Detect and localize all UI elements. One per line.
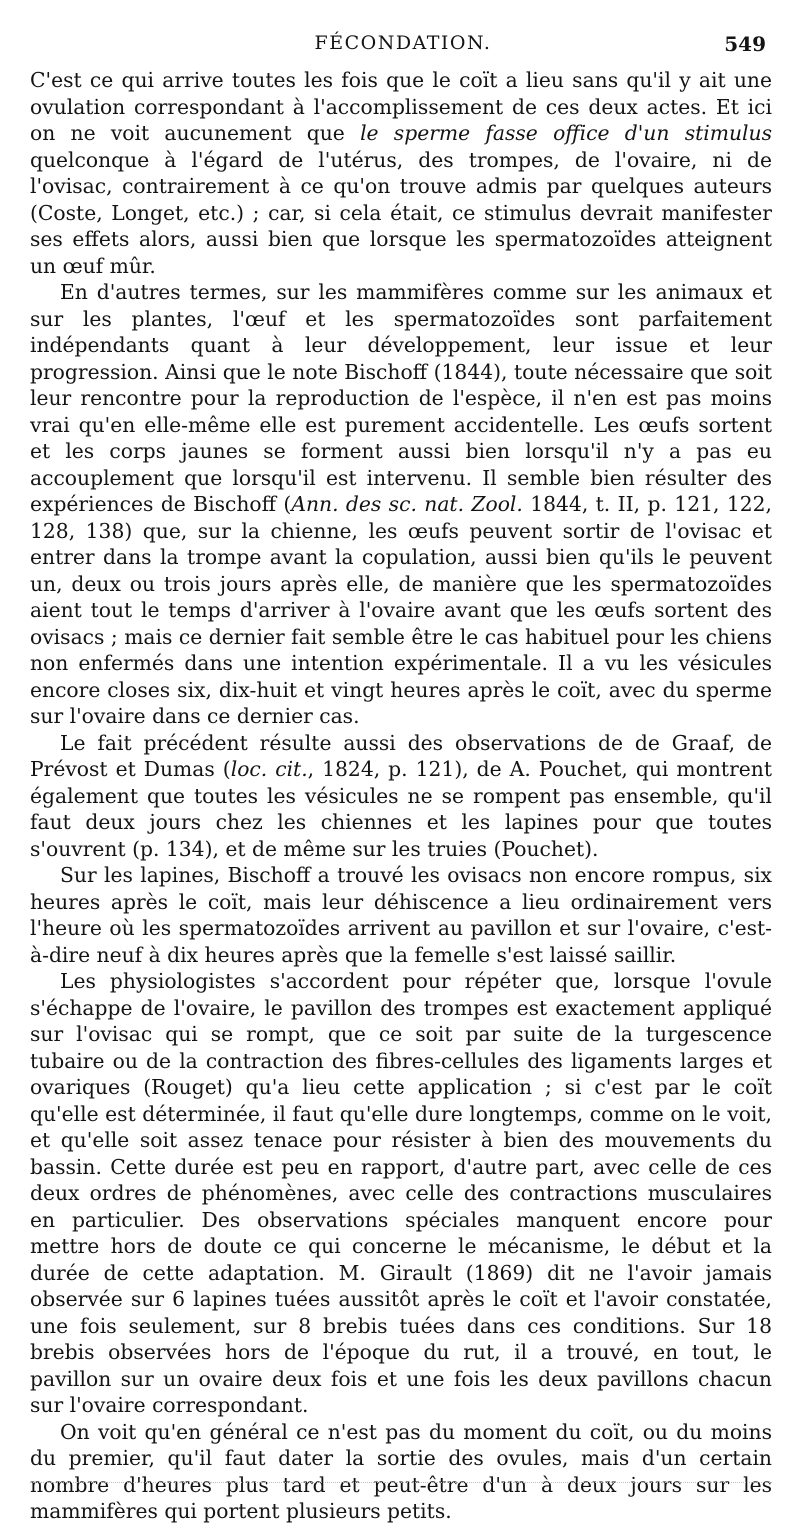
paragraph-3: [30, 730, 772, 863]
page-header: [40, 32, 766, 60]
text-segment: 1844, t. II, p. 121, 122, 128, 138) que, sur la chienne, les œufs peuvent sortir de l'ovisac et entrer dans la trompe avant la copulation, aussi bien qu'ils le peuvent un, deux ou trois jours après elle, de manière que les spermatozoïdes aient tout le temps d'arriver à l'ovaire avant que les œufs sortent des ovisacs ; mais ce dernier fait semble être le cas habituel pour les chiens non enfermés dans une intention expérimentale. Il a vu les vésicules encore closes six, dix-huit et vingt heures après le coït, avec du sperme sur l'ovaire dans ce dernier cas.: [30, 492, 772, 728]
text-segment: En d'autres termes, sur les mammifères comme sur les animaux et sur les plantes, l'œuf et les spermatozoïdes sont parfaitement indépendants quant à leur développement, leur issue et leur progression. Ainsi que le note Bischoff (1844), toute nécessaire que soit leur rencontre pour la reproduction de l'espèce, il n'en est pas moins vrai qu'en elle-même elle est purement accidentelle. Les œufs sortent et les corps jaunes se forment aussi bien lorsqu'il n'y a pas eu accouplement que lorsqu'il est intervenu. Il semble bien résulter des expériences de Bischoff (: [30, 280, 772, 516]
paragraph-5: [30, 968, 772, 1419]
text-segment: , 1824, p. 121), de A. Pouchet, qui montrent également que toutes les vésicules ne se rompent pas ensemble, qu'il faut deux jours chez les chiennes et les lapines pour que toutes s'ouvrent (p. 134), et de même sur les truies (Pouchet).: [30, 757, 772, 861]
running-title: FÉCONDATION.: [314, 32, 492, 54]
italic-text: loc. cit.: [230, 757, 308, 781]
page-number: 549: [724, 32, 766, 56]
bottom-rule: [30, 1482, 772, 1483]
italic-text: le sperme fasse office d'un stimulus: [360, 121, 772, 145]
paragraph-6: [30, 1419, 772, 1525]
text-segment: quelconque à l'égard de l'utérus, des trompes, de l'ovaire, ni de l'ovisac, contrairement à ce qu'on trouve admis par quelques auteurs (Coste, Longet, etc.) ; car, si cela était, ce stimulus devrait manifester ses effets alors, aussi bien que lorsque les spermatozoïdes atteignent un œuf mûr.: [30, 147, 772, 278]
paragraph-1: [30, 67, 772, 279]
text-segment: Les physiologistes s'accordent pour répéter que, lorsque l'ovule s'échappe de l'ovaire, le pavillon des trompes est exactement appliqué sur l'ovisac qui se rompt, que ce soit par suite de la turgescence tubaire ou de la contraction des fibres-cellules des ligaments larges et ovariques (Rouget) qu'a lieu cette application ; si c'est par le coït qu'elle est déterminée, il faut qu'elle dure longtemps, comme on le voit, et qu'elle soit assez tenace pour résister à bien des mouvements du bassin. Cette durée est peu en rapport, d'autre part, avec celle de ces deux ordres de phénomènes, avec celle des contractions musculaires en particulier. Des observations spéciales manquent encore pour mettre hors de doute ce qui concerne le mécanisme, le début et la durée de cette adaptation. M. Girault (1869) dit ne l'avoir jamais observée sur 6 lapines tuées aussitôt après le coït et l'avoir constatée, une fois seulement, sur 8 brebis tuées dans ces conditions. Sur 18 brebis observées hors de l'époque du rut, il a trouvé, en tout, le pavillon sur un ovaire deux fois et une fois les deux pavillons chacun sur l'ovaire correspondant.: [30, 969, 772, 1417]
text-segment: Le fait précédent résulte aussi des observations de de Graaf, de Prévost et Dumas (: [30, 730, 772, 781]
paragraph-2: [30, 279, 772, 730]
text-segment: Sur les lapines, Bischoff a trouvé les ovisacs non encore rompus, six heures après le coït, mais leur déhiscence a lieu ordinairement vers l'heure où les spermatozoïdes arrivent au pavillon et sur l'ovaire, c'est-à-dire neuf à dix heures après que la femelle s'est laissé saillir.: [30, 863, 772, 967]
paragraph-4: [30, 862, 772, 968]
body-text: [30, 67, 772, 1525]
italic-text: Ann. des sc. nat. Zool.: [291, 492, 523, 516]
text-segment: On voit qu'en général ce n'est pas du moment du coït, ou du moins du premier, qu'il faut dater la sortie des ovules, mais d'un certain nombre d'heures plus tard et peut-être d'un à deux jours sur les mammifères qui portent plusieurs petits.: [30, 1419, 772, 1523]
text-segment: C'est ce qui arrive toutes les fois que le coït a lieu sans qu'il y ait une ovulation correspondant à l'accomplissement de ces deux actes. Et ici on ne voit aucunement que: [30, 68, 772, 145]
